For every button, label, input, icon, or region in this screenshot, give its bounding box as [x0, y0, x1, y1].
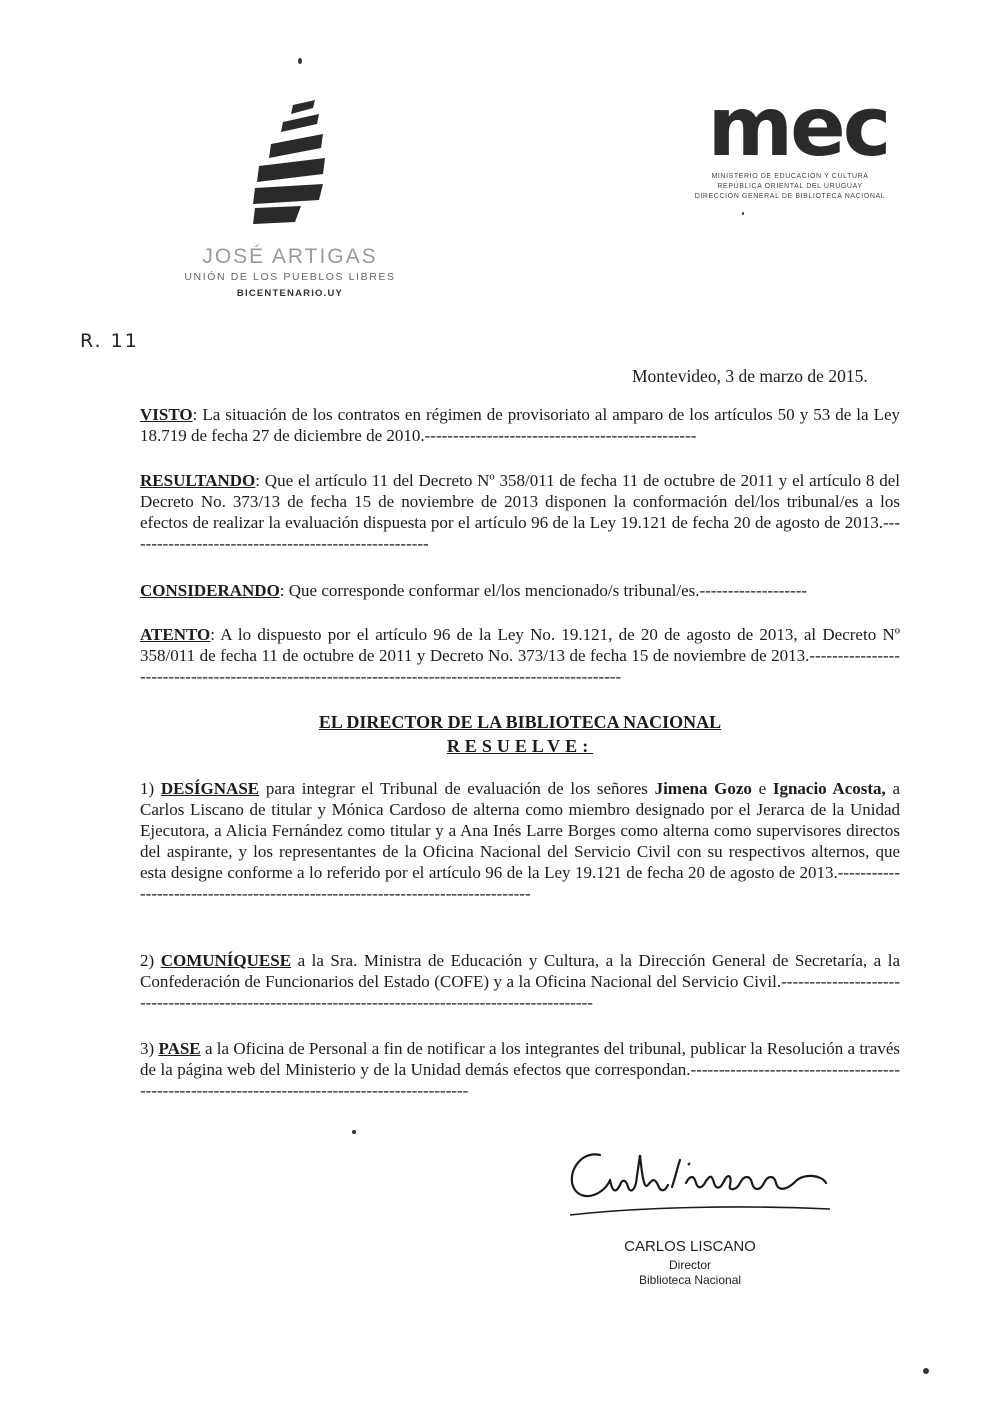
- logo-website: BICENTENARIO.UY: [236, 288, 344, 299]
- resolution-1-text-b: e: [751, 779, 773, 798]
- resolution-1-label: DESÍGNASE: [160, 779, 260, 798]
- visto-label: VISTO: [140, 405, 193, 424]
- mec-logo: [670, 80, 910, 210]
- visto-paragraph: [140, 404, 900, 446]
- mec-wordmark: mec: [707, 80, 889, 175]
- document-date: Montevideo, 3 de marzo de 2015.: [632, 366, 868, 386]
- resolution-2-paragraph: [140, 950, 900, 1013]
- resolution-3-label: PASE: [158, 1039, 201, 1058]
- atento-paragraph: [140, 624, 900, 687]
- signer-name: CARLOS LISCANO: [624, 1238, 756, 1255]
- handwritten-signature: [560, 1135, 840, 1225]
- logo-name: JOSÉ ARTIGAS: [202, 245, 378, 268]
- logo-subtitle: UNIÓN DE LOS PUEBLOS LIBRES: [184, 271, 396, 283]
- scan-speck: [742, 212, 744, 215]
- signer-role: Director: [668, 1258, 711, 1272]
- bicentenario-logo: [180, 100, 400, 315]
- resultando-text: : Que el artículo 11 del Decreto Nº 358/011 de fecha 11 de octubre de 2011 y el artículo 8 del Decreto No. 373/13 de fecha 15 de noviembre de 2013 disponen la conformación del/los tribunal/es a los efectos de realizar la evaluación dispuesta por el artículo 96 de la Ley 19.121 de fecha 20 de agosto de 2013.------------------------------------------------------: [140, 471, 900, 553]
- atento-label: ATENTO: [140, 625, 211, 644]
- scan-speck: [352, 1130, 356, 1134]
- signer-organization: Biblioteca Nacional: [638, 1273, 742, 1287]
- mec-line-republic: REPÚBLICA ORIENTAL DEL URUGUAY: [717, 183, 863, 190]
- considerando-paragraph: [140, 580, 900, 601]
- resolution-1-name-1: Jimena Gozo: [654, 779, 752, 798]
- resolution-1-paragraph: [140, 778, 900, 904]
- resolution-1-number: 1): [140, 779, 161, 798]
- resolution-heading: EL DIRECTOR DE LA BIBLIOTECA NACIONAL: [318, 712, 722, 732]
- considerando-label: CONSIDERANDO: [140, 581, 280, 600]
- handwritten-reference: R. 11: [80, 330, 139, 352]
- scan-speck: [298, 58, 302, 64]
- resolution-1-text-c: a Carlos Liscano de titular y Mónica Cardoso de alterna como miembro designado por el Jerarca de la Unidad Ejecutora, a Alicia Fernández como titular y a Ana Inés Larre Borges como alterna como supervisores directos del aspirante, y los representantes de la Oficina Nacional del Servicio Civil con su respectivos alternos, que esta designe conforme a lo referido por el artículo 96 de la Ley 19.121 de fecha 20 de agosto de 2013.--------------------------------------------------------------------------------: [140, 779, 900, 903]
- resolution-1-text-a: para integrar el Tribunal de evaluación de los señores: [259, 779, 655, 798]
- resolution-3-text: a la Oficina de Personal a fin de notificar a los integrantes del tribunal, publicar la Resolución a través de la página web del Ministerio y de la Unidad demás efectos que correspondan.-----------------------------------------------------------------------------------------------: [140, 1039, 900, 1100]
- resultando-paragraph: [140, 470, 900, 554]
- resolution-3-paragraph: [140, 1038, 900, 1101]
- resolution-2-text: a la Sra. Ministra de Educación y Cultura, a la Dirección General de Secretaría, a la Confederación de Funcionarios del Estado (COFE) y a la Oficina Nacional del Servicio Civil.-----------------------------------------------------------------------------------------------------: [140, 951, 900, 1012]
- atento-text: : A lo dispuesto por el artículo 96 de la Ley No. 19.121, de 20 de agosto de 2013, al Decreto Nº 358/011 de fecha 11 de octubre de 2011 y Decreto No. 373/13 de fecha 15 de noviembre de 2013.-----------------------------------------------------------------------------------------------------: [140, 625, 900, 686]
- resuelve-heading: RESUELVE:: [446, 736, 594, 756]
- scan-speck: [923, 1368, 929, 1374]
- considerando-text: : Que corresponde conformar el/los mencionado/s tribunal/es.-------------------: [279, 581, 808, 600]
- resolution-2-label: COMUNÍQUESE: [160, 951, 292, 970]
- resolution-3-number: 3): [140, 1039, 159, 1058]
- artigas-emblem-icon: [253, 100, 328, 225]
- resultando-label: RESULTANDO: [140, 471, 256, 490]
- visto-text: : La situación de los contratos en régimen de provisoriato al amparo de los artículos 50 y 53 de la Ley 18.719 de fecha 27 de diciembre de 2010.------------------------------------------------: [140, 405, 900, 445]
- resolution-2-number: 2): [140, 951, 161, 970]
- resolution-1-name-2: Ignacio Acosta,: [772, 779, 886, 798]
- mec-line-direction: DIRECCIÓN GENERAL DE BIBLIOTECA NACIONAL: [694, 193, 886, 200]
- mec-line-ministry: MINISTERIO DE EDUCACIÓN Y CULTURA: [711, 173, 869, 180]
